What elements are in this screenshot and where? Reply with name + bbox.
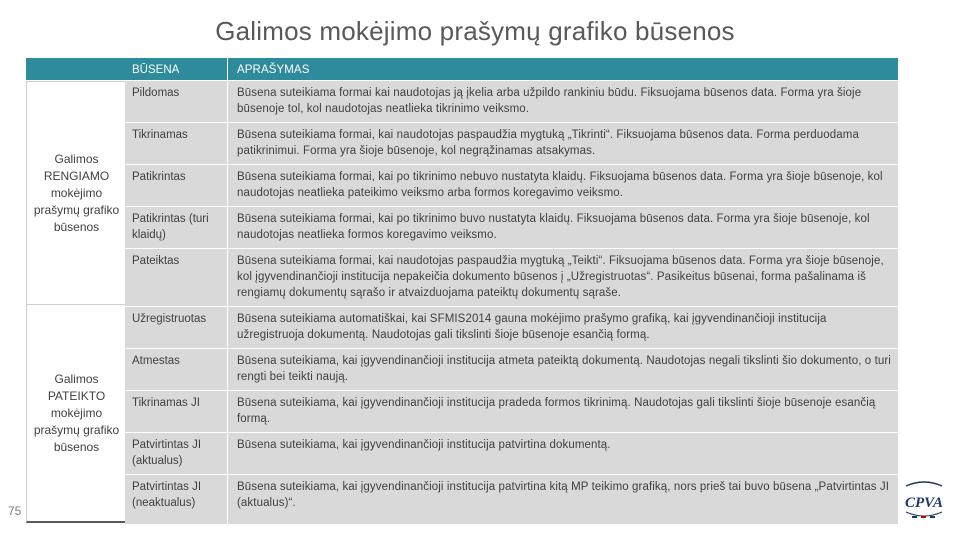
description-cell: Būsena suteikiama automatiškai, kai SFMIS2014 gauna mokėjimo prašymo grafiką, kai įgyvendinančioji institucija užregistruoja dokumentą. Naudotojas gali tikslinti šioje būsenoje esančią formą. [237,313,827,341]
status-table [125,58,898,525]
table-row [125,123,898,165]
status-cell: Patvirtintas JI (aktualus) [125,433,228,474]
group-header-bar [26,58,125,80]
status-cell: Patvirtintas JI (neaktualus) [125,475,228,524]
table-header-row [125,58,898,81]
group-label-text: Galimos PATEIKTO mokėjimo prašymų grafiko būsenos [33,371,120,454]
table-row [125,349,898,391]
description-cell: Būsena suteikiama, kai įgyvendinančioji institucija pradeda formos tikrinimą. Naudotojas gali tikslinti šioje būsenoje esančią formą. [237,397,876,425]
svg-text:CPVA: CPVA [904,495,944,511]
description-cell: Būsena suteikiama, kai įgyvendinančioji institucija patvirtina kitą MP teikimo grafiką, nors prieš tai buvo būsena „Patvirtintas JI (aktualus)“. [237,481,890,509]
table-row [125,165,898,207]
table-row [125,249,898,307]
status-cell: Pildomas [125,81,228,122]
table-row [125,207,898,249]
table-row [125,307,898,349]
description-cell: Būsena suteikiama formai, kai naudotojas paspaudžia mygtuką „Tikrinti“. Fiksuojama būsenos data. Forma perduodama patikrinimui. Forma yra šioje būsenoje, kol negrąžinamas atsakymas. [237,129,859,157]
status-cell: Atmestas [125,349,228,390]
table-row [125,81,898,123]
description-cell: Būsena suteikiama, kai įgyvendinančioji institucija atmeta pateiktą dokumentą. Naudotojas negali tikslinti šio dokumento, o turi rengti bei teikti naują. [237,355,891,383]
cpva-logo [898,480,950,524]
table-row [125,433,898,475]
column-header-status: BŪSENA [125,58,228,80]
status-cell: Pateiktas [125,249,228,306]
column-header-description: APRAŠYMAS [237,64,310,76]
table-row [125,391,898,433]
group-label-prepared [26,81,126,304]
page-number: 75 [8,504,22,518]
status-cell: Patikrintas (turi klaidų) [125,207,228,248]
page-title: Galimos mokėjimo prašymų grafiko būsenos [215,16,735,46]
table-row [125,475,898,525]
status-cell: Tikrinamas JI [125,391,228,432]
group-label-text: Galimos RENGIAMO mokėjimo prašymų grafiko būsenos [33,151,120,234]
status-cell: Tikrinamas [125,123,228,164]
group-label-submitted [26,304,126,523]
description-cell: Būsena suteikiama formai, kai po tikrinimo buvo nustatyta klaidų. Fiksuojama būsenos data. Forma yra šioje būsenoje, kol naudotojas neatlieka formos koregavimo veiksmo. [237,213,870,241]
status-cell: Patikrintas [125,165,228,206]
status-cell: Užregistruotas [125,307,228,348]
description-cell: Būsena suteikiama formai, kai po tikrinimo nebuvo nustatyta klaidų. Fiksuojama būsenos data. Forma yra šioje būsenoje, kol naudotojas neatlieka pateikimo veiksmo arba formos koregavimo veiksmo. [237,171,883,199]
description-cell: Būsena suteikiama formai kai naudotojas ją įkelia arba užpildo rankiniu būdu. Fiksuojama būsenos data. Forma yra šioje būsenoje tol, kol naudotojas neatlieka tikrinimo veiksmo. [237,87,862,115]
description-cell: Būsena suteikiama formai, kai naudotojas paspaudžia mygtuką „Teikti“. Fiksuojama būsenos data. Forma yra šioje būsenoje, kol įgyvendinančioji institucija nepakeičia dokumento būsenos į „Užregistruotas“. Pasikeitus būsenai, forma pašalinama iš rengiamų dokumentų sąrašo ir atvaizduojama pateiktų dokumentų sąraše. [237,255,884,299]
description-cell: Būsena suteikiama, kai įgyvendinančioji institucija patvirtina dokumentą. [237,439,611,451]
